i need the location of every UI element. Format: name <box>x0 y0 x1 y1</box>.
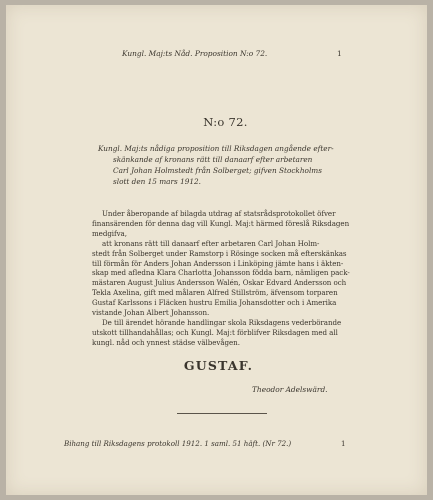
body-text <box>92 209 354 348</box>
proposition-title-line: slott den 15 mars 1912. <box>113 177 201 186</box>
proposition-title-line: Kungl. Maj:ts nådiga proposition till Riksdagen angående efter- <box>98 144 334 153</box>
body-line: till förmån för Anders Johan Andersson i Linköping jämte hans i äkten- <box>92 258 344 268</box>
proposition-title <box>98 143 368 187</box>
running-head-title: Kungl. Maj:ts Nåd. Proposition N:o 72. <box>122 49 268 58</box>
body-line: medgifva, <box>92 228 127 238</box>
running-head-page-number: 1 <box>337 49 342 58</box>
body-line: finansärenden för denna dag vill Kungl. Maj:t härmed föreslå Riksdagen <box>92 218 350 228</box>
proposition-title-line: skänkande af kronans rätt till danaarf efter arbetaren <box>113 155 313 164</box>
countersignature: Theodor Adelswärd. <box>252 385 328 394</box>
divider-rule <box>177 413 267 414</box>
body-line: att kronans rätt till danaarf efter arbetaren Carl Johan Holm- <box>102 238 320 248</box>
body-line: stedt från Solberget under Ramstorp i Rösinge socken må efterskänkas <box>92 248 347 258</box>
body-line: Under åberopande af bilagda utdrag af statsrådsprotokollet öfver <box>102 209 336 218</box>
proposition-title-line: Carl Johan Holmstedt från Solberget; gifven Stockholms <box>113 166 322 175</box>
proposition-number: N:o 72. <box>203 115 248 129</box>
body-line: mästaren August Julius Andersson Walén, Oskar Edvard Andersson och <box>92 278 347 288</box>
body-line: vistande Johan Albert Johansson. <box>92 308 210 318</box>
footer-page-number: 1 <box>341 439 346 448</box>
body-paragraph <box>92 318 354 348</box>
body-paragraph <box>92 209 354 239</box>
footer-text: Bihang till Riksdagens protokoll 1912. 1 saml. 51 häft. (Nr 72.) <box>64 439 292 448</box>
body-paragraph <box>92 239 354 318</box>
document-page <box>6 5 427 495</box>
body-line: Gustaf Karlssons i Fläcken hustru Emilia Johansdotter och i Amerika <box>92 298 337 308</box>
body-line: utskott tillhandahållas; och Kungl. Maj:t förblifver Riksdagen med all <box>92 327 338 337</box>
body-line: De till ärendet hörande handlingar skola Riksdagens vederbörande <box>102 317 342 327</box>
body-line: kungl. nåd och ynnest städse välbevågen. <box>92 337 240 347</box>
royal-signature: GUSTAF. <box>183 358 254 373</box>
body-line: skap med afledna Klara Charlotta Johansson födda barn, nämligen pack- <box>92 268 350 278</box>
body-line: Tekla Axelina, gift med målaren Alfred Stillström, äfvensom torparen <box>92 288 338 298</box>
